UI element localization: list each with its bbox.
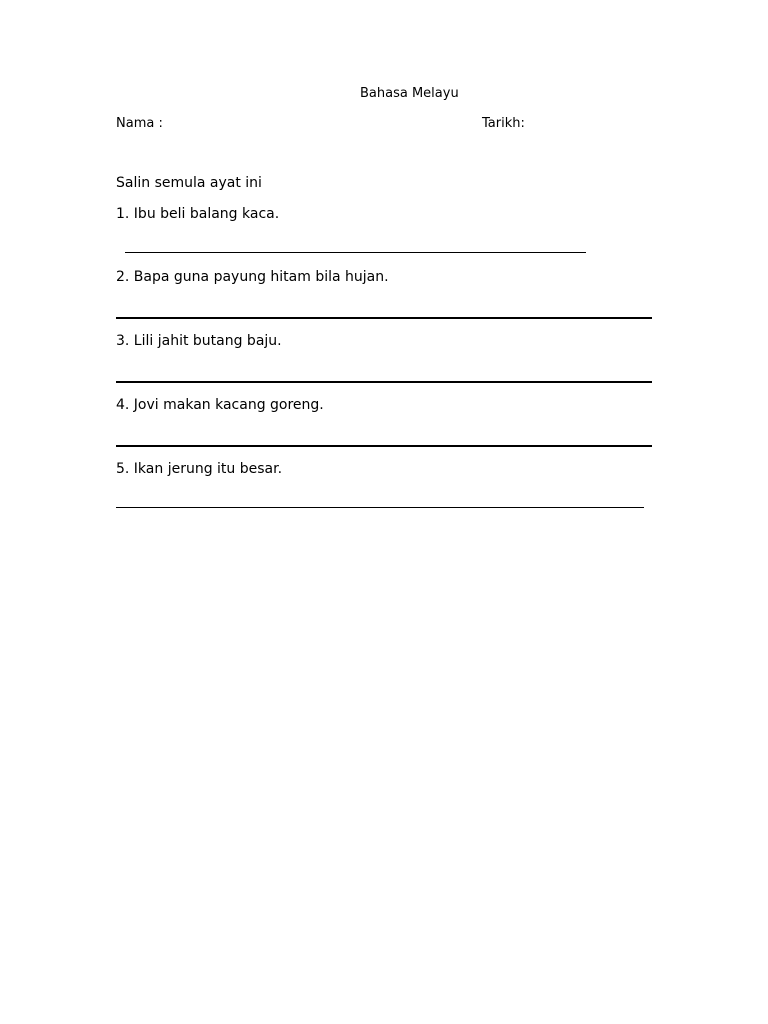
instruction-text: Salin semula ayat ini [116, 175, 262, 191]
name-label: Nama : [116, 116, 163, 131]
question-5: 5. Ikan jerung itu besar. [116, 461, 283, 477]
question-1: 1. Ibu beli balang kaca. [116, 206, 280, 222]
answer-line-3 [116, 381, 652, 383]
question-3: 3. Lili jahit butang baju. [116, 333, 282, 349]
answer-line-2 [116, 317, 652, 319]
answer-line-5 [116, 507, 644, 508]
question-4: 4. Jovi makan kacang goreng. [116, 397, 324, 413]
question-2: 2. Bapa guna payung hitam bila hujan. [116, 269, 389, 285]
date-label: Tarikh: [482, 116, 525, 131]
answer-line-1 [125, 252, 586, 253]
worksheet-title: Bahasa Melayu [360, 86, 459, 101]
answer-line-4 [116, 445, 652, 447]
